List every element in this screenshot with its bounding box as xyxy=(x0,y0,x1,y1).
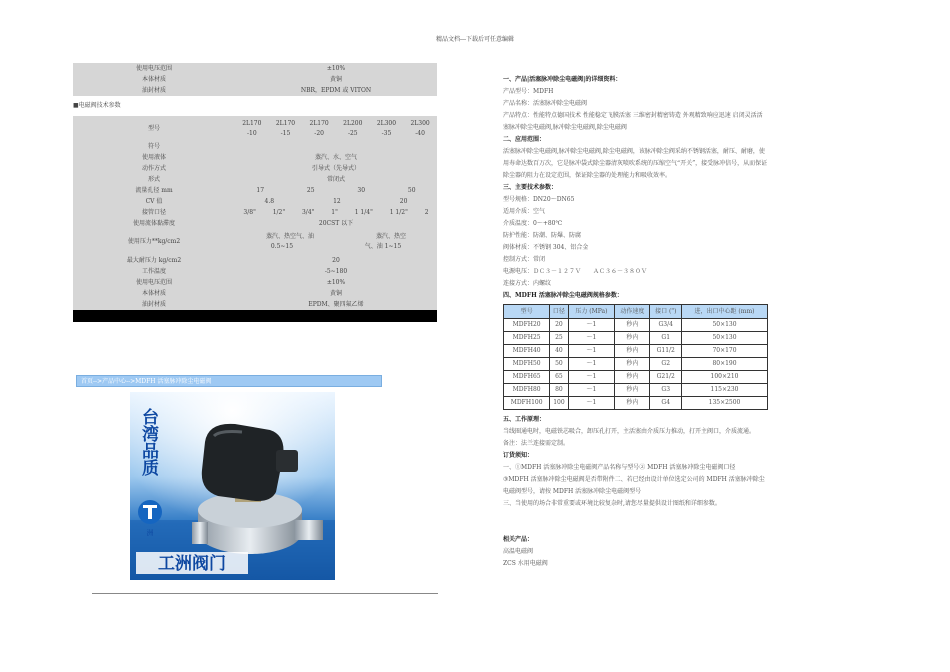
port-values xyxy=(235,207,437,218)
spec-header: 型号 xyxy=(504,305,550,319)
model-top: 2L300 xyxy=(410,119,430,127)
model-top: 2L300 xyxy=(376,119,397,127)
row-value: ±10% xyxy=(326,279,346,286)
spec-row xyxy=(504,397,768,410)
spec-header: 动作速度 xyxy=(615,305,650,319)
black-bar xyxy=(73,310,437,322)
spec-header: 接口 (") xyxy=(650,305,682,319)
spec-cell: 50×130 xyxy=(682,319,768,332)
spec-cell: G3 xyxy=(650,384,682,397)
spec-row xyxy=(504,384,768,397)
spec-row xyxy=(504,371,768,384)
section-heading: 五、工作原理： xyxy=(503,416,546,423)
spec-cell: 80 xyxy=(550,384,568,397)
row-value: -5~180 xyxy=(324,268,348,275)
model-bottom: -10 xyxy=(246,129,257,137)
row-label: 型号 xyxy=(147,124,160,132)
row-label: 符号 xyxy=(147,143,160,150)
spec-cell: ～1 xyxy=(568,397,615,410)
pressure-a: 蒸汽、热空气、油 xyxy=(265,233,314,240)
orifice-value: 30 xyxy=(357,187,366,194)
spec-cell: 40 xyxy=(550,345,568,358)
row-label: CV 值 xyxy=(145,198,163,205)
param-line: 阀体材质：不锈钢 304、铝合金 xyxy=(503,244,589,251)
row-value: ±10% xyxy=(326,65,346,72)
application-text: 活塞脉冲除尘电磁阀,脉冲除尘电磁阀,除尘电磁阀，该脉冲除尘阀采纳不锈钢活塞，耐压、耐磨，使用寿命达数百万次，它是脉冲袋式除尘器清灰喷吹系统的压缩空气“开关”，接受脉冲信号，从而保证除尘器的阻力在设定范围，保证除尘器的处理能力和吸收效率。 xyxy=(503,148,768,179)
spec-cell: ～1 xyxy=(568,371,615,384)
orifice-value: 50 xyxy=(407,187,416,194)
row-label: 使用压力**kg/cm2 xyxy=(127,238,181,245)
spec-cell: ～1 xyxy=(568,384,615,397)
port-value: 2 xyxy=(424,209,429,216)
spec-cell: G3/4 xyxy=(650,319,682,332)
row-value: 20 xyxy=(332,257,340,264)
connection-line: 连接方式：内螺纹 xyxy=(503,280,552,287)
port-value: 3/8" xyxy=(243,209,256,216)
product-features: 产品特点：性能特点德国技术 性能稳定飞膜活塞 三维密封精密铸造 外观精致响应迅速 启闭灵活活塞脉冲除尘电磁阀,脉冲除尘电磁阀,除尘电磁阀 xyxy=(503,112,763,131)
page-header: 精品文档---下载后可任意编辑 xyxy=(435,36,515,43)
spec-cell: ～1 xyxy=(568,332,615,345)
cv-values xyxy=(235,196,437,207)
model-top: 2L170 xyxy=(275,119,296,127)
pressure-b: 蒸汽、热空 xyxy=(375,233,406,240)
spec-row xyxy=(504,345,768,358)
row-label: 形式 xyxy=(147,176,160,183)
row-label: 接管口径 xyxy=(141,209,166,216)
row-label: 使用电压范围 xyxy=(135,65,172,72)
model-bottom: -40 xyxy=(415,129,425,137)
spec-cell: G4 xyxy=(650,397,682,410)
row-label: 使用电压范围 xyxy=(135,279,172,286)
spec-cell: 70×170 xyxy=(682,345,768,358)
related-link[interactable]: 高温电磁阀 xyxy=(503,548,534,555)
spec-cell: MDFH40 xyxy=(504,345,550,358)
spec-cell: MDFH50 xyxy=(504,358,550,371)
spec-header: 压力 (MPa) xyxy=(568,305,615,319)
spec-cell: 20 xyxy=(550,319,568,332)
spec-cell: MDFH20 xyxy=(504,319,550,332)
logo-text: 洲 xyxy=(146,529,154,537)
order-line: 三、当使用的场合非常重要或环境比较复杂时,请您尽量提供设计图纸和详细参数。 xyxy=(503,500,721,507)
related-heading: 相关产品： xyxy=(503,536,534,543)
cv-value: 20 xyxy=(399,198,408,205)
row-label: 油封材质 xyxy=(141,87,166,94)
row-label: 流量孔径 mm xyxy=(135,187,173,194)
breadcrumb[interactable]: 首页-->产品中心-->MDFH 活塞脉冲除尘电磁阀 xyxy=(76,375,382,387)
row-label: 使用流体黏滞度 xyxy=(132,220,175,227)
port-value: 1 1/2" xyxy=(389,209,408,216)
spec-cell: 100×210 xyxy=(682,371,768,384)
order-heading: 订货须知： xyxy=(503,452,534,459)
spec-cell: 25 xyxy=(550,332,568,345)
model-top: 2L170 xyxy=(309,119,329,127)
spec-row xyxy=(504,319,768,332)
row-value: EPDM、聚四氟乙烯 xyxy=(308,301,364,308)
spec-cell: MDFH25 xyxy=(504,332,550,345)
row-value: 常闭式 xyxy=(326,176,345,183)
row-value: 引导式（先导式） xyxy=(311,165,360,172)
product-detail xyxy=(503,74,768,570)
param-line: 控制方式：常闭 xyxy=(503,256,546,263)
model-top: 2L200 xyxy=(343,119,363,127)
param-line: 介质温度：0～+80℃ xyxy=(503,220,563,227)
spec-cell: ～1 xyxy=(568,358,615,371)
spec-header: 口径 xyxy=(550,305,568,319)
spec-cell: 秒内 xyxy=(615,319,650,332)
model-bottom: -15 xyxy=(280,129,291,137)
orifice-value: 25 xyxy=(306,187,315,194)
product-model: 产品型号：MDFH xyxy=(503,88,554,95)
param-line: 防护性能：防潮、防爆、防腐 xyxy=(503,232,582,239)
param-line: 型号规格：DN20～DN65 xyxy=(503,196,575,203)
orifice-value: 17 xyxy=(256,187,265,194)
spec-cell: ～1 xyxy=(568,319,615,332)
spec-cell: 65 xyxy=(550,371,568,384)
port-value: 1/2" xyxy=(272,209,286,216)
row-label: 本体材质 xyxy=(141,290,166,297)
row-label: 本体材质 xyxy=(141,76,166,83)
port-value: 1 1/4" xyxy=(354,209,373,216)
spec-cell: ～1 xyxy=(568,345,615,358)
row-value: NBR，EPDM 或 VITON xyxy=(300,87,372,94)
pressure-b2: 气、油 1~15 xyxy=(364,243,402,250)
pressure-values xyxy=(235,229,437,255)
valve-spec-table-left xyxy=(73,63,437,322)
row-value: 黄铜 xyxy=(329,76,342,83)
section-heading: 二、应用范围： xyxy=(503,136,546,143)
model-bottom: -20 xyxy=(314,129,324,137)
order-line: ③MDFH 活塞脉冲除尘电磁阀是否带附件二、若已经由设计单位选定公司的 MDFH 活塞脉冲除尘电磁阀型号，请按 MDFH 活塞脉冲除尘电磁阀型号 xyxy=(503,476,765,495)
model-values xyxy=(235,116,437,141)
spec-cell: G11/2 xyxy=(650,345,682,358)
model-bottom: -35 xyxy=(381,129,392,137)
spec-cell: 135×2500 xyxy=(682,397,768,410)
spec-row xyxy=(504,332,768,345)
spec-row xyxy=(504,358,768,371)
brand-text: 工洲阀门 xyxy=(158,554,226,574)
section-heading: 三、主要技术参数： xyxy=(503,184,558,191)
row-label: 最大耐压力 kg/cm2 xyxy=(126,257,182,264)
row-value: 20CST 以下 xyxy=(318,220,354,227)
spec-cell: 50 xyxy=(550,358,568,371)
related-link[interactable]: ZCS 水用电磁阀 xyxy=(503,560,548,567)
row-value: 黄铜 xyxy=(329,290,342,297)
row-value: 蒸汽、水、空气 xyxy=(314,154,357,161)
row-label: 工作温度 xyxy=(141,268,166,275)
vertical-slogan: 台湾品质 xyxy=(138,408,158,476)
pressure-a2: 0.5~15 xyxy=(270,243,294,250)
note-text: 备注：法兰连接需定制。 xyxy=(503,440,570,447)
section-title: ■电磁阀技术参数 xyxy=(73,96,437,116)
model-bottom: -25 xyxy=(347,129,358,137)
spec-cell: 115×230 xyxy=(682,384,768,397)
spec-cell: 秒内 xyxy=(615,397,650,410)
spec-cell: MDFH65 xyxy=(504,371,550,384)
spec-cell: MDFH80 xyxy=(504,384,550,397)
spec-cell: 秒内 xyxy=(615,332,650,345)
section-heading: 一、产品|活塞脉冲除尘电磁阀|的详细资料： xyxy=(503,76,622,83)
spec-table xyxy=(503,304,768,410)
row-label: 动作方式 xyxy=(141,165,166,172)
model-top: 2L170 xyxy=(242,119,262,127)
param-line: 适用介质：空气 xyxy=(503,208,546,215)
spec-cell: 80×190 xyxy=(682,358,768,371)
spec-cell: 秒内 xyxy=(615,384,650,397)
spec-cell: G21/2 xyxy=(650,371,682,384)
product-photo xyxy=(130,392,335,580)
spec-cell: 50×130 xyxy=(682,332,768,345)
divider xyxy=(92,593,438,594)
cv-value: 12 xyxy=(333,198,341,205)
port-value: 3/4" xyxy=(301,209,315,216)
order-line: 一、①MDFH 活塞脉冲除尘电磁阀产品名称与型号② MDFH 活塞脉冲除尘电磁阀口径 xyxy=(503,464,736,471)
section-heading: 四、MDFH 活塞脉冲除尘电磁阀规格参数： xyxy=(503,292,623,299)
spec-cell: 秒内 xyxy=(615,345,650,358)
product-name: 产品名称：活塞脉冲除尘电磁阀 xyxy=(503,100,588,107)
row-value xyxy=(235,141,437,152)
orifice-values xyxy=(235,185,437,196)
port-value: 1" xyxy=(331,209,338,216)
spec-cell: MDFH100 xyxy=(504,397,550,410)
voltage-line: 电源电压：ＤＣ３－１２７Ｖ ＡＣ３６－３８０Ｖ xyxy=(503,268,648,275)
spec-cell: 秒内 xyxy=(615,371,650,384)
spec-cell: 100 xyxy=(550,397,568,410)
principle-text: 当线圈通电时，电磁铁芯吸合，卸压孔打开，主活塞由介质压力推动，打开主阀口，介质流通。 xyxy=(503,428,756,435)
row-label: 使用液体 xyxy=(141,154,166,161)
row-label: 油封材质 xyxy=(141,301,166,308)
spec-cell: G2 xyxy=(650,358,682,371)
spacer xyxy=(503,510,768,534)
cv-value: 4.8 xyxy=(264,198,275,205)
spec-header: 进，出口中心距 (mm) xyxy=(682,305,768,319)
spec-cell: G1 xyxy=(650,332,682,345)
spec-cell: 秒内 xyxy=(615,358,650,371)
